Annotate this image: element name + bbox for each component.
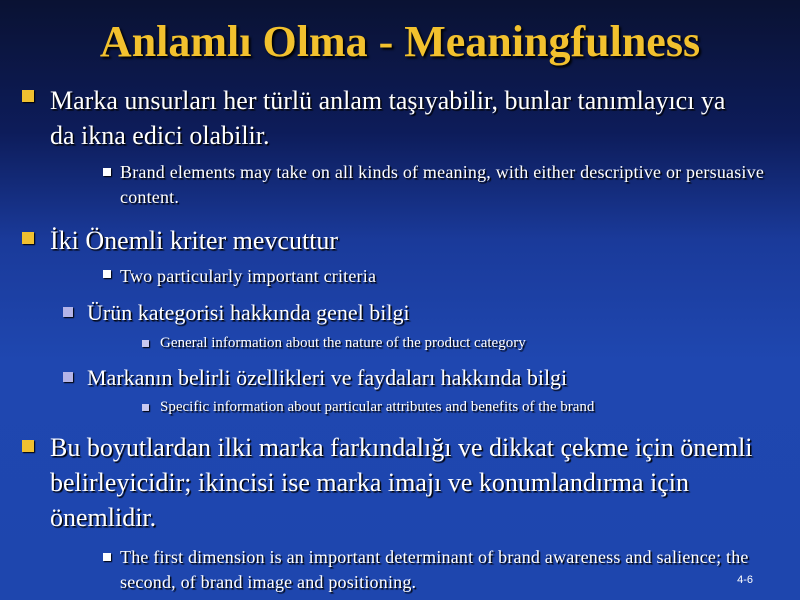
bullet-square-icon [22,90,34,102]
sub-bullet-square-icon [103,553,111,561]
sub-bullet-text-dimensions-en: The first dimension is an important determinant of brand awareness and salience; the second, of brand image and positioning. [120,547,749,592]
lavender-bullet-square-icon [63,307,73,317]
sub-bullet-text-criteria-en: Two particularly important criteria [120,266,377,286]
bullet-square-icon [22,232,34,244]
lavender-bullet-square-icon [63,372,73,382]
sub-bullet-text-attributes-en: Specific information about particular attributes and benefits of the brand [160,399,595,415]
sub-bullet-text-category-en: General information about the nature of the product category [160,335,526,351]
sub-bullet-square-icon [142,404,149,411]
slide-title: Anlamlı Olma - Meaningfulness [99,17,701,66]
sub-bullet-text-meaning-en: Brand elements may take on all kinds of meaning, with either descriptive or persuasive content. [120,162,765,207]
sub-bullet-square-icon [103,168,111,176]
bullet-text-meaning: Marka unsurları her türlü anlam taşıyabilir, bunlar tanımlayıcı ya da ikna edici olabilir. [50,86,726,150]
bullet-text-dimensions: Bu boyutlardan ilki marka farkındalığı ve dikkat çekme için önemli belirleyicidir; ikincisi ise marka imajı ve konumlandırma için önemlidir. [50,433,753,532]
sub-bullet-square-icon [103,270,111,278]
bullet-square-icon [22,440,34,452]
bullet-text-criteria: İki Önemli kriter mevcuttur [50,226,339,255]
bullet-text-category: Ürün kategorisi hakkında genel bilgi [87,300,410,325]
bullet-text-attributes: Markanın belirli özellikleri ve faydaları hakkında bilgi [87,365,568,390]
page-number: 4-6 [737,574,753,586]
sub-bullet-square-icon [142,340,149,347]
